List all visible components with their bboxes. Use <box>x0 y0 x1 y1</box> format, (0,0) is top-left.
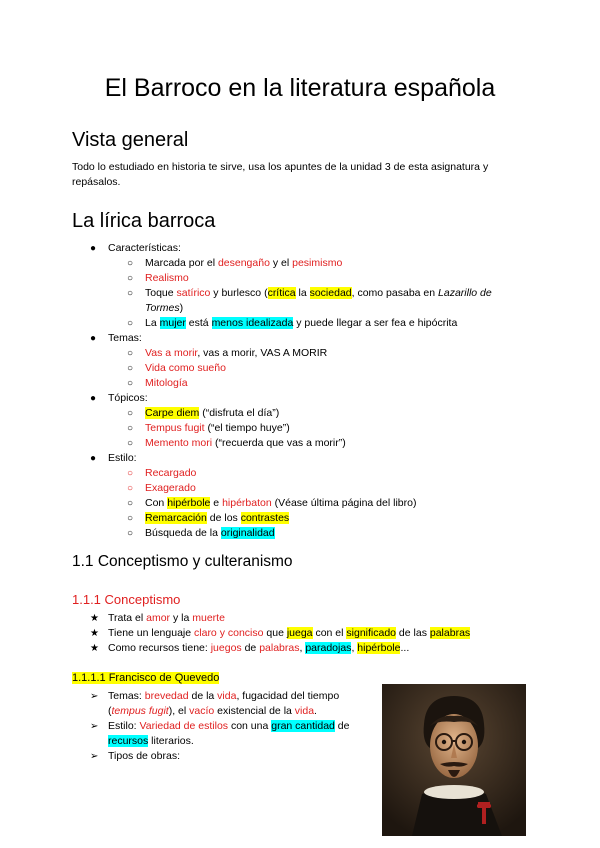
heading-conceptismo-culteranismo: 1.1 Conceptismo y culteranismo <box>72 553 293 570</box>
text: satírico <box>176 287 211 299</box>
text: Variedad de estilos <box>139 720 229 732</box>
bullet-disc-icon: ● <box>90 333 97 344</box>
bullet-circle-icon: ○ <box>127 273 134 284</box>
text: , fugacidad del tiempo <box>236 690 340 702</box>
text: , vas a morir, VAS A MORIR <box>197 347 328 359</box>
text: Estilo: <box>108 720 140 732</box>
text: Recargado <box>145 467 197 479</box>
text: y puede llegar a ser fea e hipócrita <box>293 317 458 329</box>
text: ), el <box>168 705 190 717</box>
text: palabras <box>429 627 471 639</box>
item-label: Características: <box>108 242 181 254</box>
item-label: Temas: <box>108 332 142 344</box>
text: recursos <box>108 735 149 747</box>
bullet-circle-icon: ○ <box>127 528 134 539</box>
text-line: repásalos. <box>72 176 121 188</box>
text: Carpe diem <box>145 407 200 419</box>
text: está <box>185 317 212 329</box>
text: significado <box>346 627 397 639</box>
text: claro y conciso <box>194 627 264 639</box>
text: , <box>299 642 306 654</box>
text: , <box>351 642 358 654</box>
text: Memento mori <box>145 437 213 449</box>
text: Remarcación <box>145 512 207 524</box>
text: literarios. <box>148 735 194 747</box>
text: desengaño <box>217 257 270 269</box>
heading-lirica-barroca: La lírica barroca <box>72 210 216 232</box>
text: y burlesco ( <box>210 287 268 299</box>
star-bullet-icon: ★ <box>90 628 99 639</box>
text: La <box>145 317 160 329</box>
text: vida <box>217 690 237 702</box>
text: Exagerado <box>145 482 196 494</box>
text: , como pasaba en <box>351 287 439 299</box>
text: palabras <box>259 642 300 654</box>
quevedo-portrait <box>382 684 526 836</box>
text: de los <box>206 512 241 524</box>
arrow-bullet-icon: ➢ <box>90 691 99 702</box>
text: contrastes <box>240 512 290 524</box>
bullet-circle-icon: ○ <box>127 348 134 359</box>
heading-conceptismo: 1.1.1 Conceptismo <box>72 592 181 607</box>
text: Vas a morir <box>145 347 198 359</box>
bullet-disc-icon: ● <box>90 453 97 464</box>
text: ... <box>400 642 410 654</box>
text: Tormes <box>145 302 180 314</box>
text: con una <box>228 720 272 732</box>
text: hipérbole <box>167 497 211 509</box>
text: y el <box>269 257 293 269</box>
bullet-circle-icon: ○ <box>127 423 134 434</box>
vista-general-text <box>72 160 532 190</box>
text: e <box>210 497 223 509</box>
text: existencial de la <box>214 705 295 717</box>
text: juegos <box>210 642 242 654</box>
text: hipérbole <box>357 642 401 654</box>
text: que <box>263 627 287 639</box>
text: muerte <box>192 612 225 624</box>
bullet-circle-icon: ○ <box>127 258 134 269</box>
text: Mitología <box>145 377 188 389</box>
bullet-disc-icon: ● <box>90 243 97 254</box>
text: vacío <box>189 705 215 717</box>
text: Tiene un lenguaje <box>108 627 195 639</box>
text: vida <box>294 705 315 717</box>
text: Realismo <box>145 272 189 284</box>
item-label: Tópicos: <box>108 392 148 404</box>
text: crítica <box>267 287 296 299</box>
text: Lazarillo de <box>438 287 492 299</box>
text: de <box>241 642 260 654</box>
arrow-bullet-icon: ➢ <box>90 751 99 762</box>
text: Temas: <box>108 690 145 702</box>
text: ( <box>108 705 112 717</box>
text: originalidad <box>220 527 275 539</box>
item-label: Estilo: <box>108 452 137 464</box>
text: ) <box>179 302 184 314</box>
bullet-circle-icon: ○ <box>127 483 134 494</box>
text: Tempus fugit <box>145 422 205 434</box>
text: Vida como sueño <box>145 362 226 374</box>
text: juega <box>286 627 313 639</box>
text: Trata el <box>108 612 147 624</box>
text: y la <box>170 612 193 624</box>
text: Marcada por el <box>145 257 218 269</box>
text: . <box>314 705 317 717</box>
bullet-circle-icon: ○ <box>127 498 134 509</box>
text: paradojas <box>305 642 352 654</box>
text: de <box>334 720 350 732</box>
text: (“recuerda que vas a morir”) <box>212 437 346 449</box>
portrait-image <box>382 684 526 836</box>
bullet-disc-icon: ● <box>90 393 97 404</box>
text: hipérbaton <box>222 497 272 509</box>
star-bullet-icon: ★ <box>90 613 99 624</box>
text: (“el tiempo huye”) <box>204 422 290 434</box>
text: tempus fugit <box>111 705 169 717</box>
heading-vista-general: Vista general <box>72 129 189 151</box>
bullet-circle-icon: ○ <box>127 438 134 449</box>
arrow-bullet-icon: ➢ <box>90 721 99 732</box>
star-bullet-icon: ★ <box>90 643 99 654</box>
text: Como recursos tiene: <box>108 642 211 654</box>
text: de las <box>396 627 430 639</box>
text-line: Todo lo estudiado en historia te sirve, usa los apuntes de la unidad 3 de esta asignatura y <box>72 161 489 173</box>
bullet-circle-icon: ○ <box>127 408 134 419</box>
text: Con <box>145 497 168 509</box>
text: pesimismo <box>292 257 343 269</box>
text: gran cantidad <box>271 720 335 732</box>
text: (“disfruta el día”) <box>199 407 280 419</box>
heading-quevedo <box>72 670 219 686</box>
text: amor <box>146 612 171 624</box>
text: mujer <box>159 317 186 329</box>
text: sociedad <box>309 287 352 299</box>
bullet-circle-icon: ○ <box>127 378 134 389</box>
bullet-circle-icon: ○ <box>127 318 134 329</box>
text: Tipos de obras: <box>108 750 180 762</box>
text: Búsqueda de la <box>145 527 221 539</box>
text: (Véase última página del libro) <box>271 497 417 509</box>
bullet-circle-icon: ○ <box>127 363 134 374</box>
text: brevedad <box>144 690 189 702</box>
text: la <box>295 287 310 299</box>
text: menos idealizada <box>211 317 294 329</box>
document-title: El Barroco en la literatura española <box>104 74 496 102</box>
text: 1.1.1.1 Francisco de Quevedo <box>72 672 220 684</box>
text: Toque <box>145 287 177 299</box>
bullet-circle-icon: ○ <box>127 513 134 524</box>
bullet-circle-icon: ○ <box>127 288 134 299</box>
text: de la <box>188 690 218 702</box>
text: con el <box>312 627 347 639</box>
bullet-circle-icon: ○ <box>127 468 134 479</box>
